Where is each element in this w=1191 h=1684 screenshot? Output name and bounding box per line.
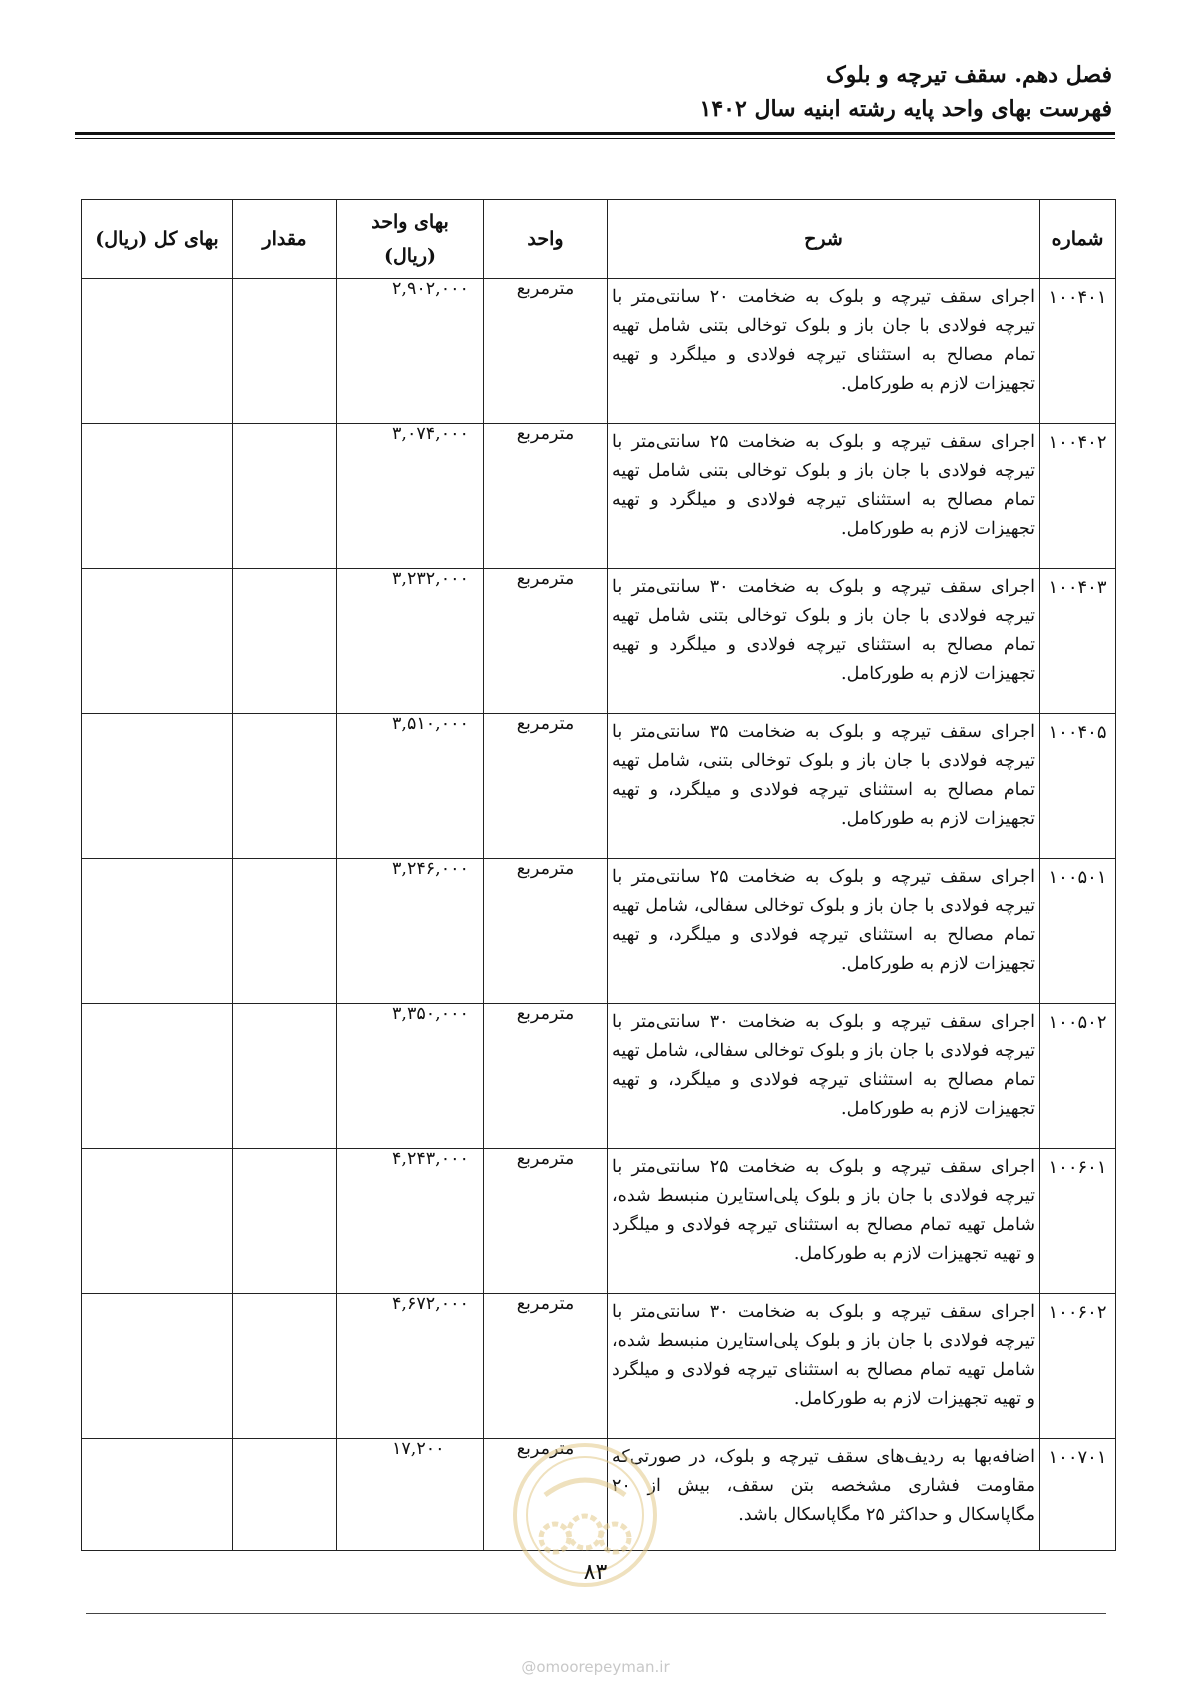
table-row bbox=[82, 279, 1116, 424]
item-number: ۱۰۰۴۰۲ bbox=[1040, 424, 1116, 569]
item-total-price bbox=[82, 1294, 233, 1439]
item-total-price bbox=[82, 1004, 233, 1149]
item-total-price bbox=[82, 1149, 233, 1294]
item-unit-price: ۴,۲۴۳,۰۰۰ bbox=[337, 1149, 484, 1294]
header-total-price: بهای کل (ریال) bbox=[82, 200, 233, 279]
footer-rule bbox=[86, 1613, 1106, 1614]
item-total-price bbox=[82, 279, 233, 424]
header-number: شماره bbox=[1040, 200, 1116, 279]
item-unit: مترمربع bbox=[484, 1439, 608, 1551]
item-description: اجرای سقف تیرچه و بلوک به ضخامت ۲۵ سانتی‌متر با تیرچه فولادی با جان باز و بلوک توخالی سفالی، شامل تهیه تمام مصالح به استثنای تیرچه فولادی و میلگرد، و تهیه تجهیزات لازم به طورکامل. bbox=[608, 859, 1040, 1004]
item-number: ۱۰۰۶۰۱ bbox=[1040, 1149, 1116, 1294]
item-quantity bbox=[233, 859, 337, 1004]
item-total-price bbox=[82, 714, 233, 859]
table-header-row bbox=[82, 200, 1116, 279]
item-quantity bbox=[233, 424, 337, 569]
item-unit-price: ۳,۳۵۰,۰۰۰ bbox=[337, 1004, 484, 1149]
item-number: ۱۰۰۴۰۱ bbox=[1040, 279, 1116, 424]
item-description: اجرای سقف تیرچه و بلوک به ضخامت ۲۵ سانتی‌متر با تیرچه فولادی با جان باز و بلوک پلی‌استایرن منبسط شده، شامل تهیه تمام مصالح به استثنای تیرچه فولادی و میلگرد و تهیه تجهیزات لازم به طورکامل. bbox=[608, 1149, 1040, 1294]
item-total-price bbox=[82, 424, 233, 569]
item-description: اجرای سقف تیرچه و بلوک به ضخامت ۲۵ سانتی‌متر با تیرچه فولادی با جان باز و بلوک توخالی بتنی شامل تهیه تمام مصالح به استثنای تیرچه فولادی و میلگرد و تهیه تجهیزات لازم به طورکامل. bbox=[608, 424, 1040, 569]
item-total-price bbox=[82, 1439, 233, 1551]
table-row bbox=[82, 424, 1116, 569]
table-row bbox=[82, 569, 1116, 714]
item-unit-price: ۱۷,۲۰۰ bbox=[337, 1439, 484, 1551]
table-row bbox=[82, 859, 1116, 1004]
list-title: فهرست بهای واحد پایه رشته ابنیه سال ۱۴۰۲ bbox=[699, 96, 1112, 122]
table-row bbox=[82, 1004, 1116, 1149]
item-unit-price: ۳,۰۷۴,۰۰۰ bbox=[337, 424, 484, 569]
item-description: اضافه‌بها به ردیف‌های سقف تیرچه و بلوک، در صورتی‌که مقاومت فشاری مشخصه بتن سقف، بیش از ۲۰ مگاپاسکال و حداکثر ۲۵ مگاپاسکال باشد. bbox=[608, 1439, 1040, 1551]
chapter-title: فصل دهم. سقف تیرچه و بلوک bbox=[826, 62, 1112, 88]
header-quantity: مقدار bbox=[233, 200, 337, 279]
page-number: ۸۳ bbox=[583, 1560, 608, 1585]
table-row bbox=[82, 1149, 1116, 1294]
header-unit-price: بهای واحد (ریال) bbox=[337, 200, 484, 279]
watermark-text: @omoorepeyman.ir bbox=[521, 1658, 670, 1676]
page-header bbox=[72, 58, 1112, 126]
item-unit-price: ۳,۲۴۶,۰۰۰ bbox=[337, 859, 484, 1004]
item-quantity bbox=[233, 279, 337, 424]
item-quantity bbox=[233, 569, 337, 714]
item-description: اجرای سقف تیرچه و بلوک به ضخامت ۳۰ سانتی‌متر با تیرچه فولادی با جان باز و بلوک توخالی بتنی شامل تهیه تمام مصالح به استثنای تیرچه فولادی و میلگرد و تهیه تجهیزات لازم به طورکامل. bbox=[608, 569, 1040, 714]
item-number: ۱۰۰۴۰۵ bbox=[1040, 714, 1116, 859]
item-unit: مترمربع bbox=[484, 859, 608, 1004]
item-number: ۱۰۰۶۰۲ bbox=[1040, 1294, 1116, 1439]
item-quantity bbox=[233, 1004, 337, 1149]
item-number: ۱۰۰۵۰۲ bbox=[1040, 1004, 1116, 1149]
item-number: ۱۰۰۷۰۱ bbox=[1040, 1439, 1116, 1551]
table-row bbox=[82, 714, 1116, 859]
item-unit: مترمربع bbox=[484, 569, 608, 714]
header-rule-thick bbox=[75, 132, 1115, 135]
item-quantity bbox=[233, 1294, 337, 1439]
item-unit: مترمربع bbox=[484, 1149, 608, 1294]
item-unit: مترمربع bbox=[484, 714, 608, 859]
item-unit: مترمربع bbox=[484, 1294, 608, 1439]
header-rule-thin bbox=[75, 138, 1115, 139]
item-description: اجرای سقف تیرچه و بلوک به ضخامت ۲۰ سانتی‌متر با تیرچه فولادی با جان باز و بلوک توخالی بتنی شامل تهیه تمام مصالح به استثنای تیرچه فولادی و میلگرد و تهیه تجهیزات لازم به طورکامل. bbox=[608, 279, 1040, 424]
item-quantity bbox=[233, 1439, 337, 1551]
header-description: شرح bbox=[608, 200, 1040, 279]
item-unit: مترمربع bbox=[484, 279, 608, 424]
header-unit: واحد bbox=[484, 200, 608, 279]
table-row bbox=[82, 1294, 1116, 1439]
item-number: ۱۰۰۵۰۱ bbox=[1040, 859, 1116, 1004]
item-unit-price: ۲,۹۰۲,۰۰۰ bbox=[337, 279, 484, 424]
item-unit: مترمربع bbox=[484, 424, 608, 569]
item-unit: مترمربع bbox=[484, 1004, 608, 1149]
price-table bbox=[81, 199, 1116, 1551]
item-description: اجرای سقف تیرچه و بلوک به ضخامت ۳۰ سانتی‌متر با تیرچه فولادی با جان باز و بلوک توخالی سفالی، شامل تهیه تمام مصالح به استثنای تیرچه فولادی و میلگرد، و تهیه تجهیزات لازم به طورکامل. bbox=[608, 1004, 1040, 1149]
item-description: اجرای سقف تیرچه و بلوک به ضخامت ۳۵ سانتی‌متر با تیرچه فولادی با جان باز و بلوک توخالی بتنی، شامل تهیه تمام مصالح به استثنای تیرچه فولادی و میلگرد، و تهیه تجهیزات لازم به طورکامل. bbox=[608, 714, 1040, 859]
item-total-price bbox=[82, 569, 233, 714]
item-quantity bbox=[233, 1149, 337, 1294]
item-description: اجرای سقف تیرچه و بلوک به ضخامت ۳۰ سانتی‌متر با تیرچه فولادی با جان باز و بلوک پلی‌استایرن منبسط شده، شامل تهیه تمام مصالح به استثنای تیرچه فولادی و میلگرد و تهیه تجهیزات لازم به طورکامل. bbox=[608, 1294, 1040, 1439]
item-total-price bbox=[82, 859, 233, 1004]
item-number: ۱۰۰۴۰۳ bbox=[1040, 569, 1116, 714]
item-unit-price: ۴,۶۷۲,۰۰۰ bbox=[337, 1294, 484, 1439]
item-unit-price: ۳,۲۳۲,۰۰۰ bbox=[337, 569, 484, 714]
item-quantity bbox=[233, 714, 337, 859]
item-unit-price: ۳,۵۱۰,۰۰۰ bbox=[337, 714, 484, 859]
